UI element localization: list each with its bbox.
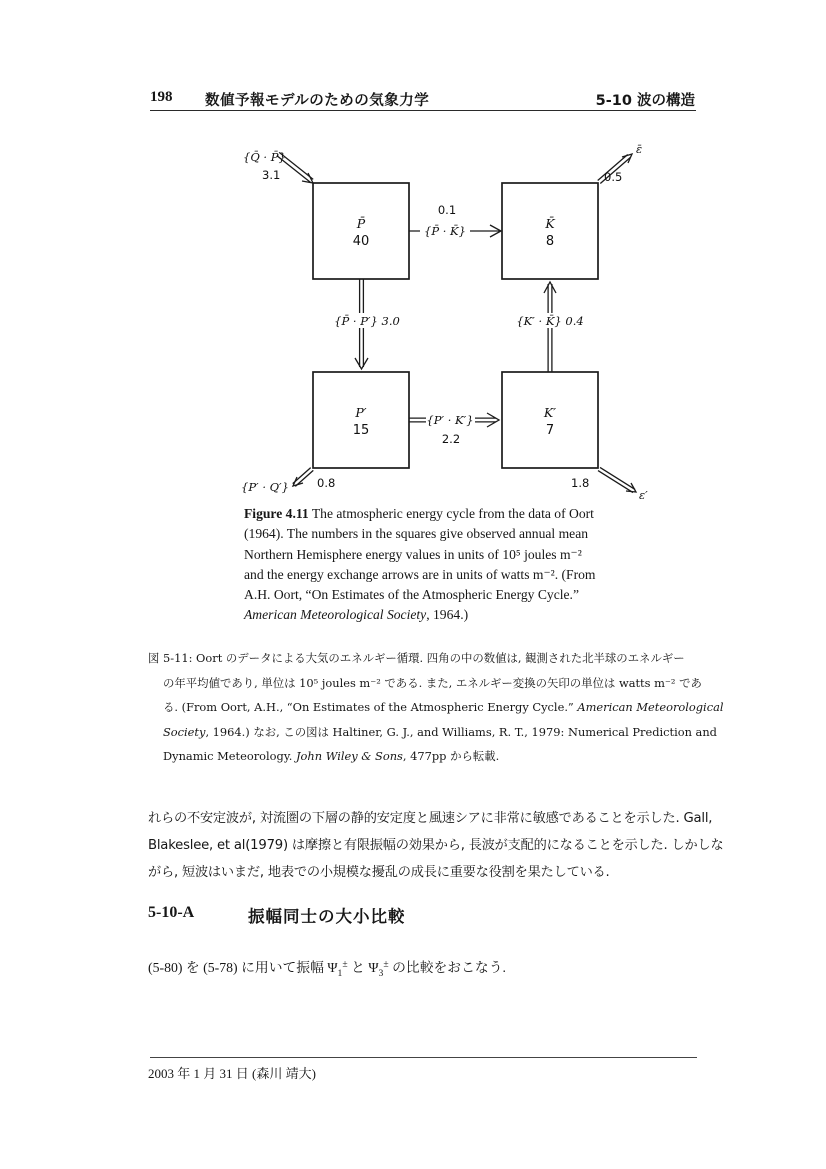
caption-line: A.H. Oort, “On Estimates of the Atmospheric Energy Cycle.”: [244, 587, 579, 603]
caption-line: Dynamic Meteorology. John Wiley & Sons, 477pp から転載.: [163, 749, 500, 764]
running-head-book-title: 数値予報モデルのための気象力学: [205, 93, 430, 109]
arrow-kprime-to-kbar: [511, 282, 590, 372]
body-line: れらの不安定波が, 対流圏の下層の静的安定度と風速シアに非常に敏感であることを示した. Gall,: [148, 811, 713, 826]
caption-line: る. (From Oort, A.H., “On Estimates of the Atmospheric Energy Cycle.” American Meteorological: [163, 700, 724, 715]
arrow-generation-eddy-value: 0.8: [317, 476, 336, 490]
arrow-pprime-to-kprime-label: {P′ · K′}: [426, 413, 474, 427]
body-line: がら, 短波はいまだ, 地表での小規模な擾乱の成長に重要な役割を果たしている.: [148, 865, 610, 880]
arrow-pbar-to-pprime: [329, 279, 406, 369]
box-k-bar-value: 8: [545, 234, 555, 249]
arrow-kprime-to-kbar-label: {K′ · K̄} 0.4: [516, 314, 584, 328]
section-number: 5-10-A: [148, 904, 195, 921]
arrow-pbar-to-kbar-value: 0.1: [437, 203, 457, 217]
running-head-section-title: 5-10 波の構造: [595, 93, 695, 109]
box-k-bar-symbol: K̄: [545, 216, 555, 231]
caption-line: (1964). The numbers in the squares give observed annual mean: [244, 526, 589, 542]
arrow-generation-mean-value: 3.1: [262, 168, 281, 182]
box-k-bar: [502, 183, 598, 279]
section-title: 振幅同士の大小比較: [248, 907, 406, 926]
arrow-dissipation-eddy-label: ε′: [639, 488, 648, 502]
caption-line: Northern Hemisphere energy values in units of 10⁵ joules m⁻²: [244, 546, 582, 562]
caption-line: Figure 4.11 The atmospheric energy cycle from the data of Oort: [244, 506, 594, 521]
arrow-pprime-to-kprime: [409, 411, 499, 446]
box-p-prime-symbol: P′: [355, 405, 367, 420]
caption-line: and the energy exchange arrows are in units of watts m⁻². (From: [244, 566, 596, 582]
arrow-pbar-to-kbar-label: {P̄ · K̄}: [424, 224, 466, 238]
arrow-generation-mean: [243, 150, 313, 183]
box-p-prime: [313, 372, 409, 468]
page-number: 198: [150, 89, 173, 105]
box-p-bar-symbol: P̄: [356, 216, 366, 231]
box-k-prime-value: 7: [545, 423, 555, 438]
energy-cycle-diagram: [233, 140, 653, 505]
arrow-pprime-to-kprime-value: 2.2: [441, 432, 461, 446]
footer-rule: [150, 1057, 697, 1058]
figure-caption-japanese: [148, 646, 724, 769]
header-rule: [150, 110, 696, 111]
box-p-bar: [313, 183, 409, 279]
arrow-dissipation-mean-value: 0.5: [604, 170, 623, 184]
arrow-dissipation-eddy: [571, 467, 648, 502]
arrow-dissipation-mean: [598, 142, 642, 184]
arrow-dissipation-mean-label: ε̄: [636, 142, 643, 156]
arrow-generation-eddy-label: {P′ · Q′}: [241, 480, 289, 494]
caption-line: American Meteorological Society, 1964.): [244, 607, 469, 623]
footer-date-author: 2003 年 1 月 31 日 (森川 靖大): [148, 1066, 316, 1081]
arrow-generation-mean-label: {Q̄ · P̄}: [243, 150, 286, 164]
caption-line: Society, 1964.) なお, この図は Haltiner, G. J., and Williams, R. T., 1979: Numerical Prediction and: [163, 724, 717, 739]
box-p-bar-value: 40: [352, 234, 370, 249]
formula-sentence: (5-80) を (5-78) に用いて振幅 $\Psi_1^\pm$ と $\Psi_3^\pm$ の比較をおこなう.: [148, 958, 506, 979]
arrow-generation-eddy: [241, 468, 335, 494]
arrow-pbar-to-pprime-label: {P̄ · P′} 3.0: [334, 314, 400, 328]
arrow-pbar-to-kbar: [409, 203, 501, 238]
caption-line: の年平均値であり, 単位は 10⁵ joules m⁻² である. また, エネルギー変換の矢印の単位は watts m⁻² であ: [163, 675, 702, 690]
body-paragraph: [148, 805, 724, 886]
figure-caption-english: [244, 504, 644, 626]
box-k-prime: [502, 372, 598, 468]
caption-line: 図 5-11: Oort のデータによる大気のエネルギー循環. 四角の中の数値は, 観測された北半球のエネルギー: [148, 651, 685, 665]
box-p-prime-value: 15: [352, 423, 370, 438]
body-line: Blakeslee, et al(1979) は摩擦と有限振幅の効果から, 長波が支配的になることを示した. しかしな: [148, 838, 724, 853]
arrow-dissipation-eddy-value: 1.8: [571, 476, 590, 490]
box-k-prime-symbol: K′: [543, 405, 557, 420]
